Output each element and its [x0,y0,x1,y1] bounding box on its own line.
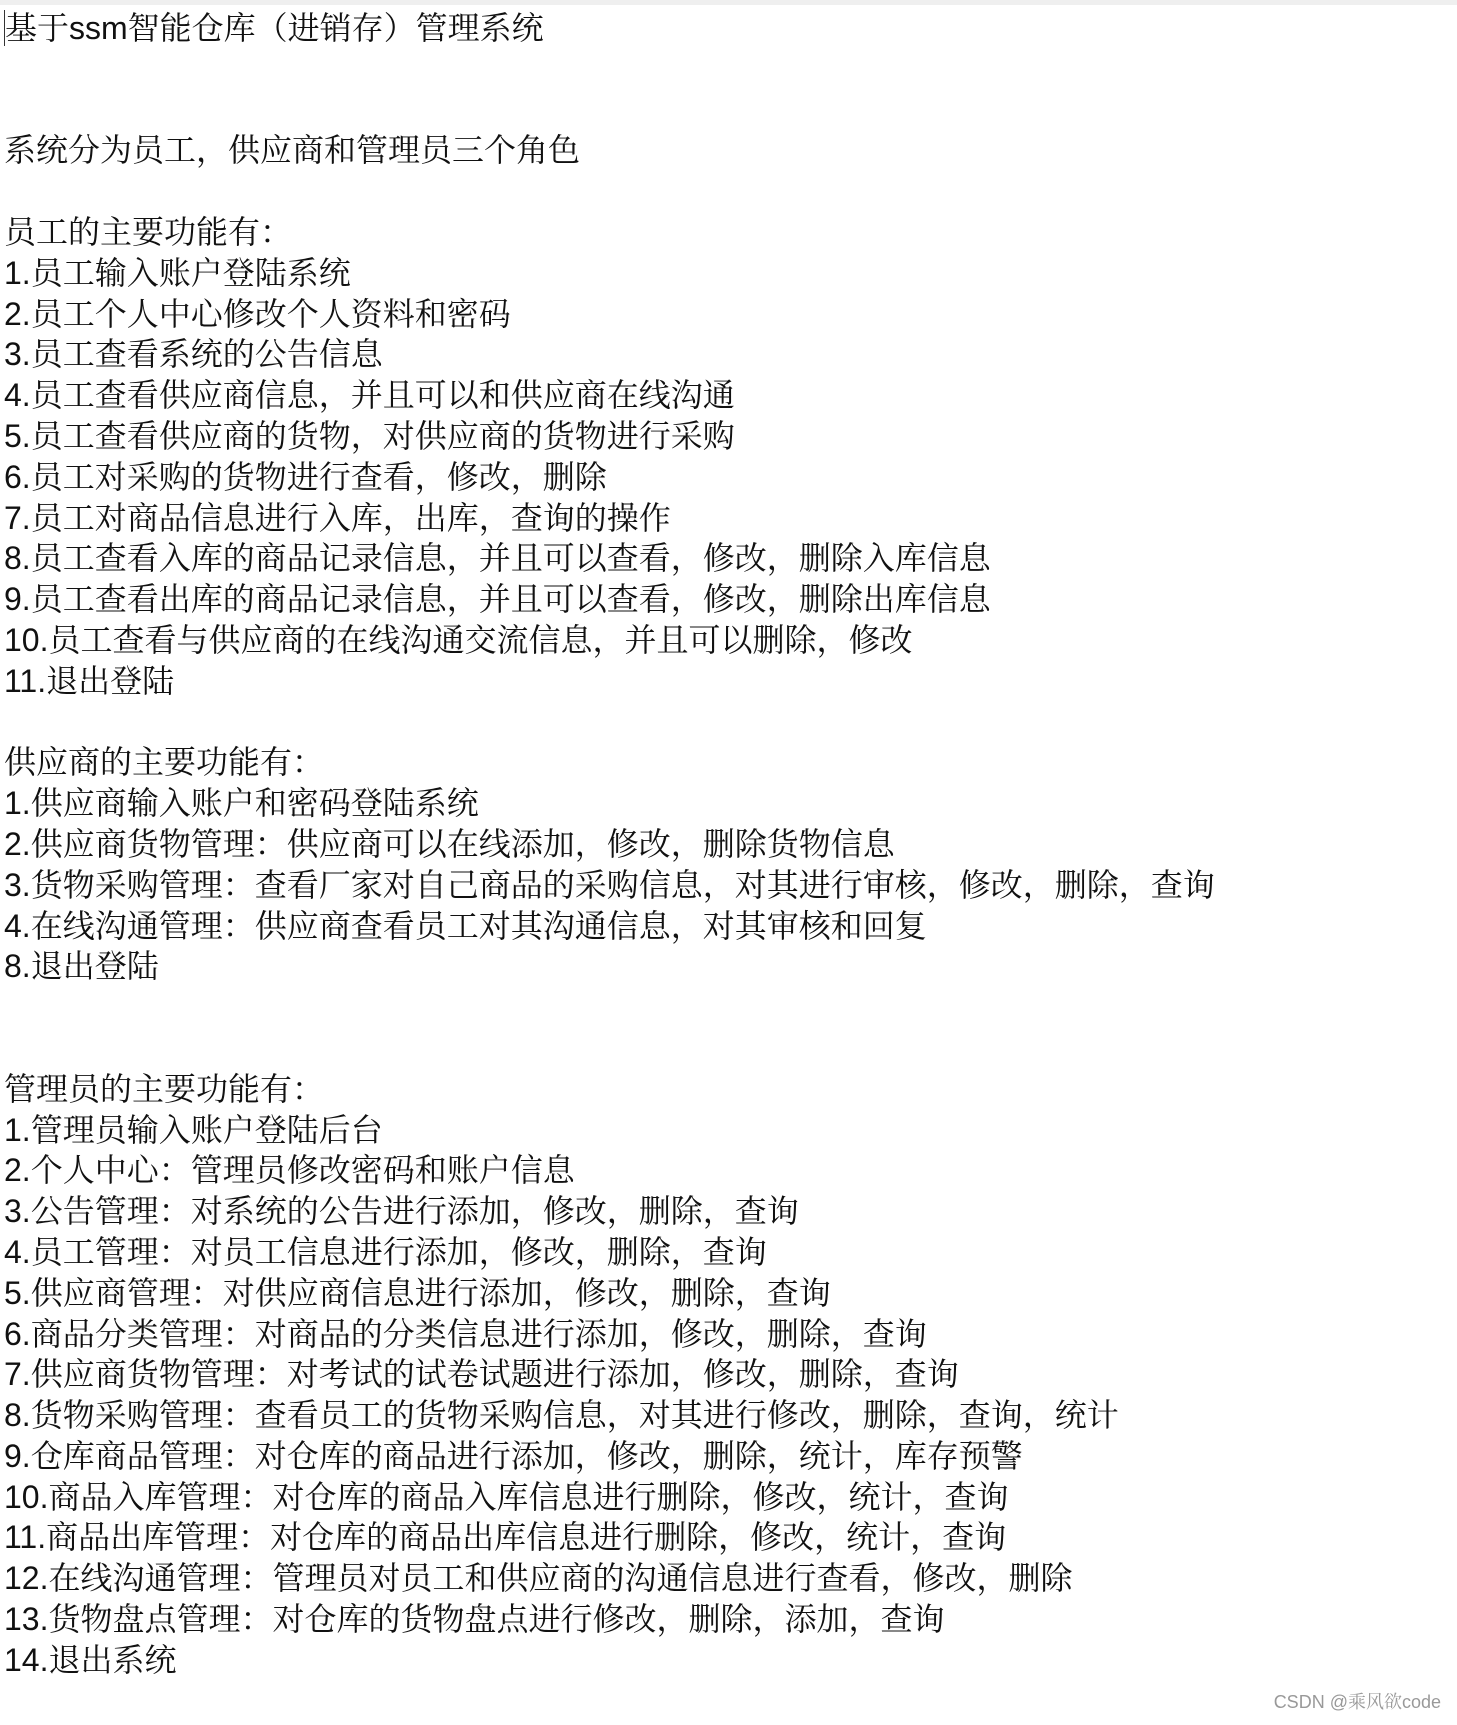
section-admin [4,1069,1215,1681]
list-item: 4.员工管理：对员工信息进行添加，修改，删除，查询 [4,1233,767,1270]
list-item: 11.商品出库管理：对仓库的商品出库信息进行删除，修改，统计，查询 [4,1519,1007,1556]
list-item: 7.供应商货物管理：对考试的试卷试题进行添加，修改，删除，查询 [4,1356,959,1393]
list-item: 8.货物采购管理：查看员工的货物采购信息，对其进行修改，删除，查询，统计 [4,1397,1119,1434]
list-item: 4.在线沟通管理：供应商查看员工对其沟通信息，对其审核和回复 [4,907,927,944]
watermark: CSDN @乘风欲code [1273,1692,1441,1712]
list-item: 5.供应商管理：对供应商信息进行添加，修改，删除，查询 [4,1274,831,1311]
list-item: 9.员工查看出库的商品记录信息，并且可以查看，修改，删除出库信息 [4,581,991,618]
list-item: 1.员工输入账户登陆系统 [4,254,351,291]
list-item: 3.货物采购管理：查看厂家对自己商品的采购信息，对其进行审核，修改，删除，查询 [4,866,1215,903]
list-item: 14.退出系统 [4,1641,177,1678]
list-item: 2.供应商货物管理：供应商可以在线添加，修改，删除货物信息 [4,825,895,862]
list-item: 10.商品入库管理：对仓库的商品入库信息进行删除，修改，统计，查询 [4,1478,1009,1515]
list-item: 2.员工个人中心修改个人资料和密码 [4,295,511,332]
top-border [0,0,1457,5]
list-item: 2.个人中心：管理员修改密码和账户信息 [4,1152,575,1189]
list-item: 6.商品分类管理：对商品的分类信息进行添加，修改，删除，查询 [4,1315,927,1352]
document-title: 基于ssm智能仓库（进销存）管理系统 [5,10,544,46]
list-item: 1.供应商输入账户和密码登陆系统 [4,785,479,822]
section-heading: 员工的主要功能有： [4,213,293,250]
section-employee [4,212,1215,702]
list-item: 3.公告管理：对系统的公告进行添加，修改，删除，查询 [4,1193,799,1230]
list-item: 12.在线沟通管理：管理员对员工和供应商的沟通信息进行查看，修改，删除 [4,1560,1073,1597]
section-supplier [4,742,1215,987]
section-heading: 管理员的主要功能有： [4,1070,325,1107]
list-item: 8.员工查看入库的商品记录信息，并且可以查看，修改，删除入库信息 [4,540,991,577]
list-item: 6.员工对采购的货物进行查看，修改，删除 [4,458,607,495]
list-item: 9.仓库商品管理：对仓库的商品进行添加，修改，删除，统计，库存预警 [4,1437,1023,1474]
list-item: 4.员工查看供应商信息，并且可以和供应商在线沟通 [4,377,735,414]
intro-text: 系统分为员工，供应商和管理员三个角色 [4,132,581,169]
list-item: 13.货物盘点管理：对仓库的货物盘点进行修改，删除，添加，查询 [4,1601,945,1638]
list-item: 8.退出登陆 [4,948,159,985]
section-heading: 供应商的主要功能有： [4,744,325,781]
list-item: 10.员工查看与供应商的在线沟通交流信息，并且可以删除，修改 [4,621,913,658]
document-body[interactable] [4,8,1215,1681]
list-item: 7.员工对商品信息进行入库，出库，查询的操作 [4,499,671,536]
list-item: 1.管理员输入账户登陆后台 [4,1111,383,1148]
list-item: 5.员工查看供应商的货物，对供应商的货物进行采购 [4,417,735,454]
list-item: 3.员工查看系统的公告信息 [4,336,383,373]
list-item: 11.退出登陆 [4,662,175,699]
